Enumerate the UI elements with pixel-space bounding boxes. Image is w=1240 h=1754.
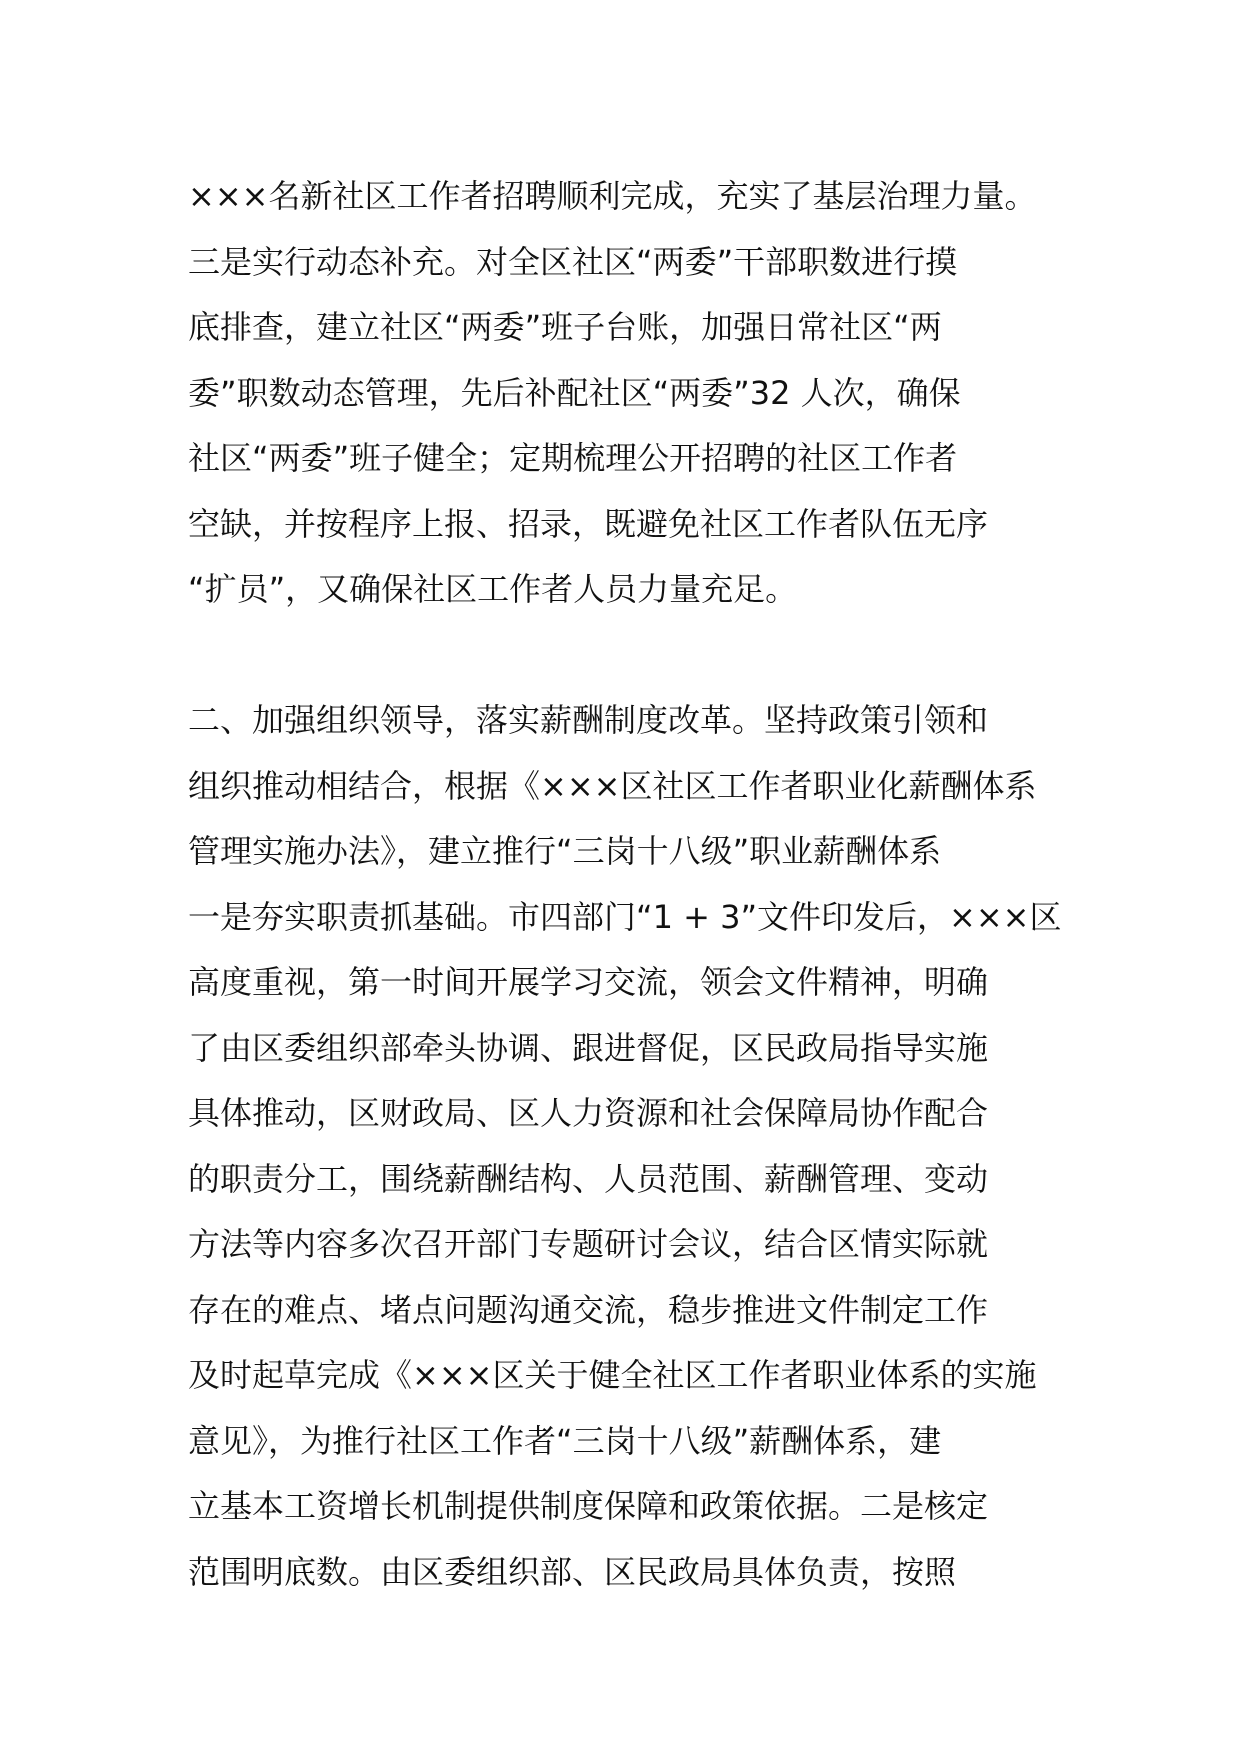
text-line: 的职责分工，围绕薪酬结构、人员范围、薪酬管理、变动 — [188, 1159, 989, 1198]
text-line: 意见》，为推行社区工作者“三岗十八级”薪酬体系，建 — [188, 1421, 942, 1460]
text-line: 范围明底数。由区委组织部、区民政局具体负责，按照 — [188, 1552, 957, 1591]
text-line: 管理实施办法》，建立推行“三岗十八级”职业薪酬体系 — [188, 832, 942, 870]
text-line: 空缺，并按程序上报、招录，既避免社区工作者队伍无序 — [188, 504, 989, 543]
text-line: 一是夯实职责抓基础。市四部门“1 + 3”文件印发后，×××区 — [188, 897, 1062, 936]
text-line: 组织推动相结合，根据《×××区社区工作者职业化薪酬体系 — [188, 766, 1037, 805]
text-line: 方法等内容多次召开部门专题研讨会议，结合区情实际就 — [188, 1225, 989, 1263]
text-line: 三是实行动态补充。对全区社区“两委”干部职数进行摸 — [188, 242, 958, 281]
text-line: ×××名新社区工作者招聘顺利完成，充实了基层治理力量。 — [188, 177, 1037, 215]
text-line: 底排查，建立社区“两委”班子台账，加强日常社区“两 — [188, 308, 942, 346]
text-line: “扩员”，又确保社区工作者人员力量充足。 — [188, 570, 798, 608]
text-line: 了由区委组织部牵头协调、跟进督促，区民政局指导实施 — [188, 1028, 989, 1067]
text-line: 及时起草完成《×××区关于健全社区工作者职业体系的实施 — [188, 1356, 1037, 1394]
paragraph-staffing — [188, 164, 1068, 623]
text-line: 立基本工资增长机制提供制度保障和政策依据。二是核定 — [188, 1487, 989, 1525]
text-line: 存在的难点、堵点问题沟通交流，稳步推进文件制定工作 — [188, 1290, 989, 1329]
text-line: 具体推动，区财政局、区人力资源和社会保障局协作配合 — [188, 1094, 989, 1132]
text-line: 社区“两委”班子健全；定期梳理公开招聘的社区工作者 — [188, 439, 958, 477]
paragraph-salary-reform — [188, 688, 1068, 1605]
text-line: 二、加强组织领导，落实薪酬制度改革。坚持政策引领和 — [188, 701, 989, 739]
text-line: 高度重视，第一时间开展学习交流，领会文件精神，明确 — [188, 963, 989, 1001]
text-line: 委”职数动态管理，先后补配社区“两委”32 人次，确保 — [188, 373, 961, 412]
